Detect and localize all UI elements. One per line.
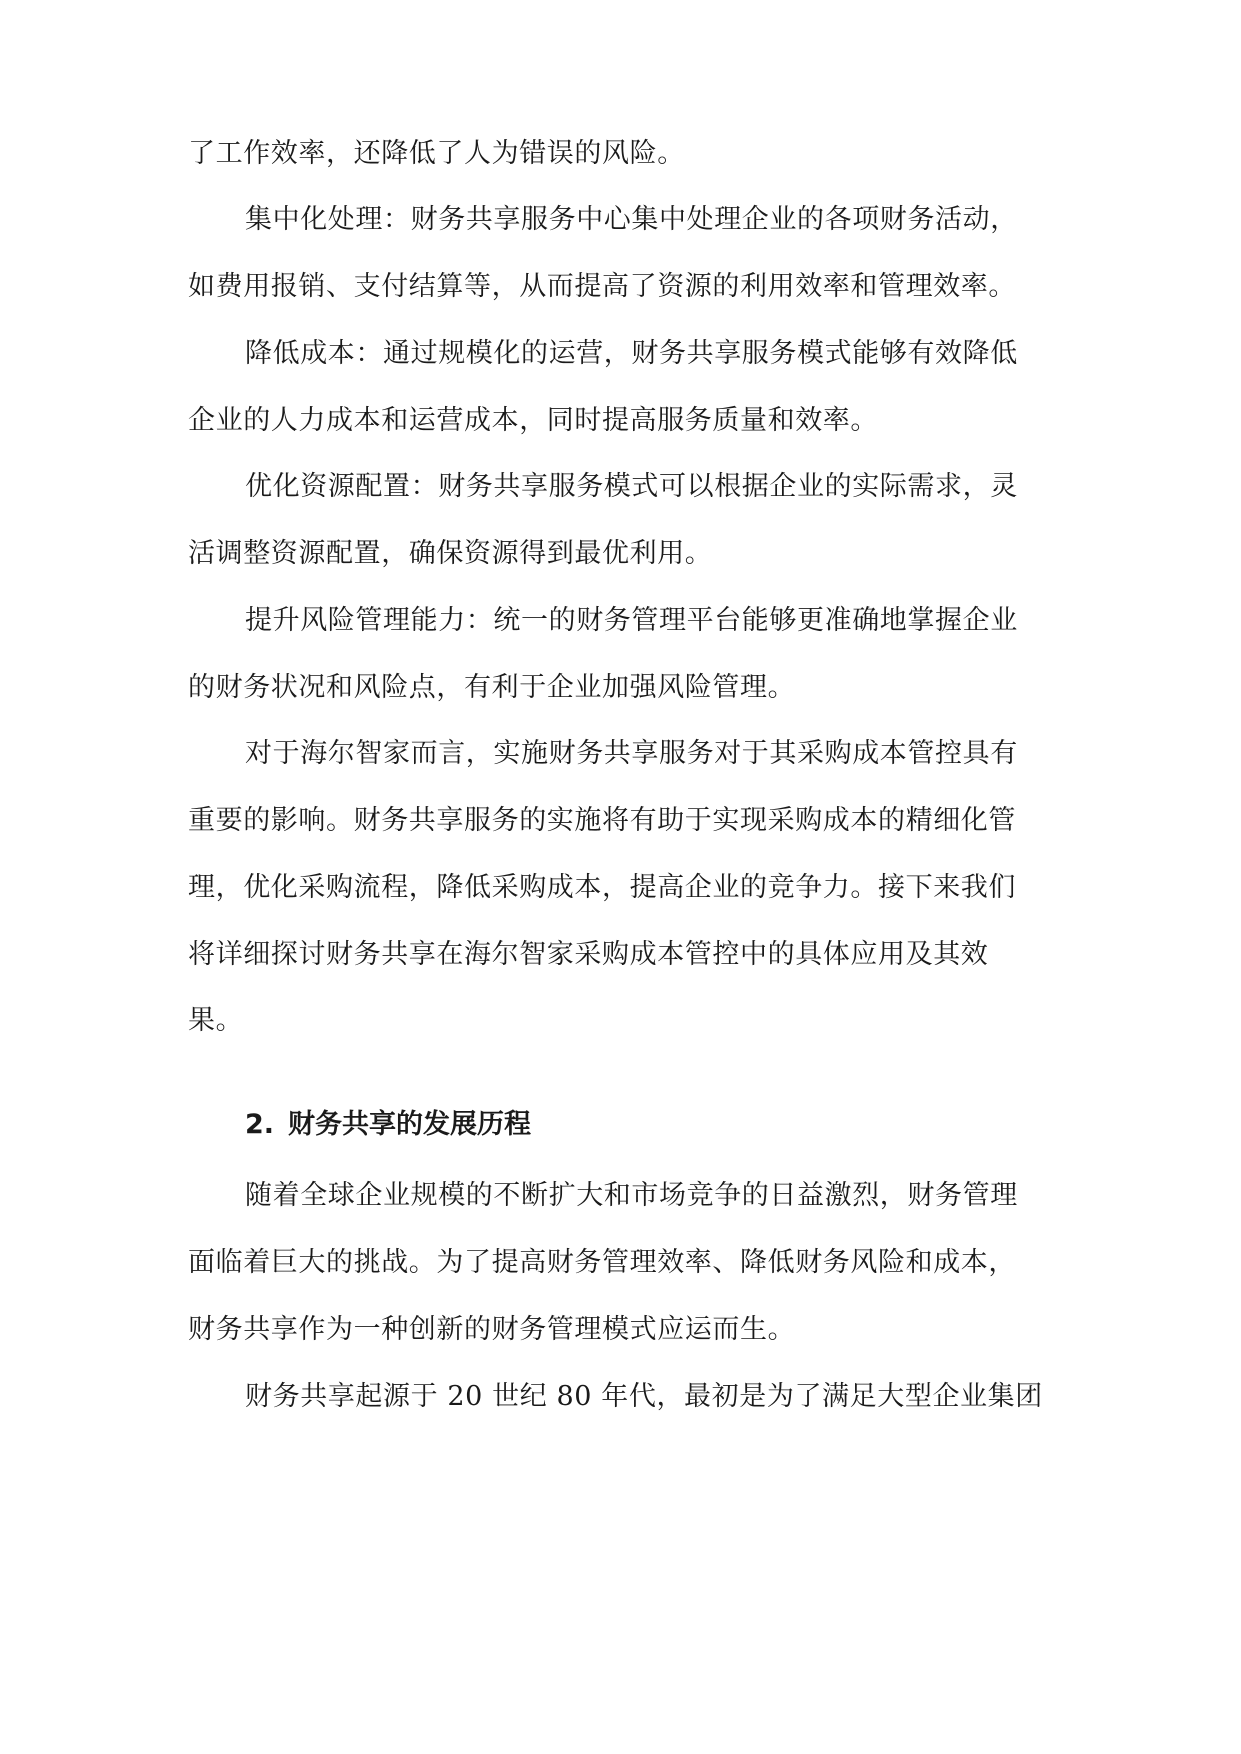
paragraph-line: 理，优化采购流程，降低采购成本，提高企业的竞争力。接下来我们 (188, 872, 1016, 903)
section-number: 2. (245, 1109, 275, 1140)
paragraph-line: 活调整资源配置，确保资源得到最优利用。 (188, 538, 713, 569)
paragraph-line: 的财务状况和风险点，有利于企业加强风险管理。 (188, 672, 796, 703)
paragraph-line: 果。 (188, 1005, 244, 1036)
paragraph-line: 随着全球企业规模的不断扩大和市场竞争的日益激烈，财务管理 (245, 1180, 1018, 1211)
section-title: 财务共享的发展历程 (288, 1109, 532, 1140)
paragraph-line: 企业的人力成本和运营成本，同时提高服务质量和效率。 (188, 405, 878, 436)
paragraph-line: 降低成本：通过规模化的运营，财务共享服务模式能够有效降低 (245, 338, 1018, 369)
paragraph-line: 财务共享起源于 20 世纪 80 年代，最初是为了满足大型企业集团 (245, 1381, 1043, 1412)
paragraph-line: 面临着巨大的挑战。为了提高财务管理效率、降低财务风险和成本， (188, 1247, 1016, 1278)
paragraph-line: 优化资源配置：财务共享服务模式可以根据企业的实际需求，灵 (245, 471, 1018, 502)
paragraph-line: 集中化处理：财务共享服务中心集中处理企业的各项财务活动， (245, 204, 1018, 235)
section-heading (245, 1105, 531, 1145)
paragraph-line: 对于海尔智家而言，实施财务共享服务对于其采购成本管控具有 (245, 738, 1018, 769)
paragraph-line: 财务共享作为一种创新的财务管理模式应运而生。 (188, 1314, 796, 1345)
paragraph-line: 提升风险管理能力：统一的财务管理平台能够更准确地掌握企业 (245, 605, 1018, 636)
paragraph-line: 了工作效率，还降低了人为错误的风险。 (188, 138, 685, 169)
paragraph-line: 重要的影响。财务共享服务的实施将有助于实现采购成本的精细化管 (188, 805, 1016, 836)
paragraph-line: 如费用报销、支付结算等，从而提高了资源的利用效率和管理效率。 (188, 271, 1016, 302)
paragraph-line: 将详细探讨财务共享在海尔智家采购成本管控中的具体应用及其效 (188, 939, 989, 970)
